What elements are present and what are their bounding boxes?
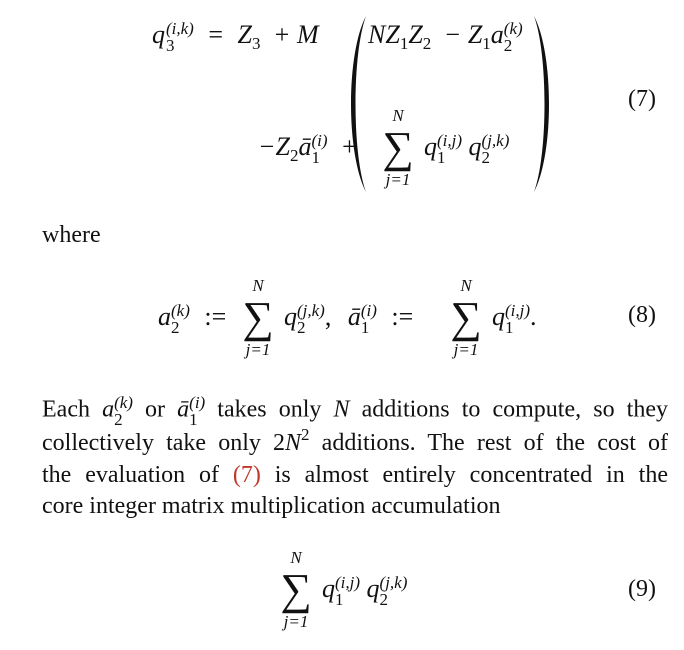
sigma-symbol: ∑ [382, 123, 414, 172]
abar1i-symbol-8: ā [347, 302, 361, 331]
equation-7-reference-link[interactable]: (7) [232, 462, 261, 488]
left-big-paren [340, 14, 370, 194]
sigma-symbol: ∑ [280, 565, 312, 614]
q3-symbol: q [152, 20, 165, 49]
plus-sign: + [342, 132, 357, 161]
paragraph-line-1: Each a (k) 2 or ā (i) 1 takes only N additions to compute, so they [42, 393, 668, 429]
q1ij-symbol: q [424, 132, 437, 161]
defeq-sign-2: := [391, 302, 414, 331]
q1ij-symbol-9: q [322, 574, 335, 603]
paragraph-line-4: core integer matrix multiplication accumulation [42, 493, 501, 519]
q2jk-symbol-8: q [284, 302, 297, 331]
body-paragraph [42, 394, 668, 522]
minus-z2: −Z [258, 132, 291, 161]
z3-symbol: Z [237, 20, 252, 49]
sigma-symbol: ∑ [450, 293, 482, 342]
plus-m: + M [272, 20, 319, 49]
a2k-symbol: a [490, 20, 504, 49]
q2jk-indices: (j,k) 2 [481, 131, 510, 168]
q2jk-symbol-9: q [366, 574, 380, 603]
a2k-indices: (k) 2 [503, 19, 523, 56]
equation-8-middle: q (j,k) 2 , ā (i) 1 := [284, 301, 414, 338]
abar1i-indices: (i) 1 [311, 131, 328, 168]
sigma-symbol: ∑ [242, 293, 274, 342]
where-text: where [42, 222, 101, 248]
paragraph-line-2: collectively take only $2N^2$ additions. The rest of the cost of [42, 425, 668, 456]
equation-7-line-2: $-Z_2ā$ (i) 1 + [258, 131, 357, 168]
equation-8-number: (8) [628, 302, 656, 328]
sum-operator-8a: N ∑ j=1 [238, 276, 278, 360]
minus-z1: − Z [443, 20, 483, 49]
q1ij-symbol-8: q [492, 302, 505, 331]
equals-sign: = [208, 20, 224, 49]
q1ij-indices: (i,j) 1 [437, 131, 463, 168]
equation-7-bracket-term: $NZ_1Z_2 - Z_1a$ (k) 2 [368, 19, 523, 56]
equation-8-lhs: a (k) 2 := [158, 301, 227, 338]
nz1-symbol: NZ [368, 20, 400, 49]
sum-operator-9: N ∑ j=1 [276, 548, 316, 632]
paragraph-line-3: the evaluation of (7) is almost entirely concentrated in the [42, 462, 668, 488]
equation-8-end: q (i,j) 1 . [492, 301, 537, 338]
equation-9-number: (9) [628, 576, 656, 602]
sum-operator-7: N ∑ j=1 [378, 106, 418, 190]
sum-operator-8b: N ∑ j=1 [446, 276, 486, 360]
equation-7-summand [424, 132, 509, 166]
equation-9-summand: q (i,j) 1 q (j,k) 2 [322, 573, 408, 610]
equation-7-line-1: q (i,k) 3 = $Z_3 + M$ [152, 19, 319, 56]
abar1i-symbol: ā [298, 132, 312, 161]
equation-7-number: (7) [628, 86, 656, 112]
q2jk-symbol: q [468, 132, 482, 161]
q3-indices: (i,k) 3 [166, 19, 194, 56]
z2-symbol: Z [408, 20, 423, 49]
a2k-symbol-8: a [158, 302, 171, 331]
defeq-sign: := [204, 302, 227, 331]
right-big-paren [530, 14, 560, 194]
